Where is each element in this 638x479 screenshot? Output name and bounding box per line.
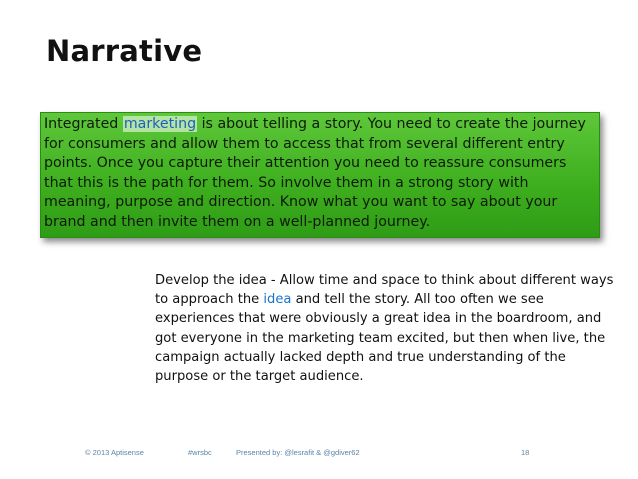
slide-footer (0, 448, 638, 462)
marketing-link[interactable]: marketing (123, 116, 197, 132)
develop-idea-paragraph (155, 271, 615, 386)
footer-hashtag: #wrsbc (188, 448, 212, 457)
slide-title: Narrative (46, 34, 203, 68)
footer-page-number: 18 (521, 448, 530, 457)
paragraph-part-2: and tell the story. All too often we see experiences that were obviously a great idea in the boardroom, and got everyone in the marketing team excited, but then when live, the campaign actually lacked depth and true understanding of the purpose or the target audience. (155, 292, 606, 385)
idea-highlight: idea (263, 292, 292, 308)
footer-presenter: Presented by: @lesrafit & @gdiver62 (236, 448, 360, 457)
callout-text-end: is about telling a story. You need to create the journey for consumers and allow them to access that from several different entry points. Once you capture their attention you need to reassure consumers that this is the path for them. So involve them in a strong story with meaning, purpose and direction. Know what you want to say about your brand and then invite them on a well-planned journey. (44, 116, 586, 230)
narrative-callout-box (40, 112, 600, 238)
callout-text-start: Integrated (44, 116, 123, 132)
footer-copyright: © 2013 Aptisense (85, 448, 144, 457)
paragraph-part-1: Develop the idea - Allow time and space to think about different ways to approach the (155, 273, 614, 308)
